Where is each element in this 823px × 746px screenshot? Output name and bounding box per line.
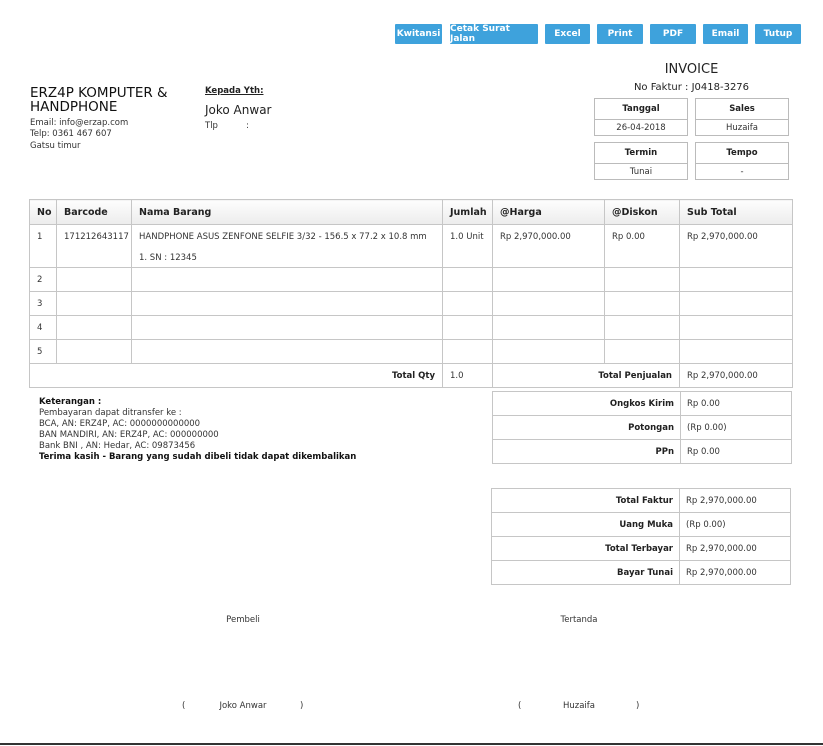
ongkos-kirim-value: Rp 0.00 (681, 392, 792, 416)
total-faktur-value: Rp 2,970,000.00 (680, 489, 791, 513)
notes-thanks: Terima kasih - Barang yang sudah dibeli tidak dapat dikembalikan (39, 452, 357, 462)
bayar-tunai-label: Bayar Tunai (492, 561, 680, 585)
header-no: No (30, 200, 57, 225)
total-row (492, 561, 791, 585)
row-no: 2 (30, 268, 57, 292)
table-row (30, 340, 793, 364)
total-terbayar-value: Rp 2,970,000.00 (680, 537, 791, 561)
company-phone: Telp: 0361 467 607 (30, 129, 112, 139)
header-barcode: Barcode (57, 200, 132, 225)
total-row (492, 513, 791, 537)
costs-table (492, 391, 792, 464)
termin-value: Tunai (629, 167, 653, 177)
totals-table (491, 488, 791, 585)
table-header-row (30, 200, 793, 225)
print-button[interactable]: Print (597, 24, 643, 44)
company-address: Gatsu timur (30, 141, 81, 151)
header-harga: @Harga (493, 200, 605, 225)
notes-line: Bank BNI , AN: Hedar, AC: 09873456 (39, 441, 196, 451)
sales-label: Sales (696, 99, 788, 120)
row-no: 1 (30, 225, 57, 268)
buyer-open-paren: ( (182, 701, 186, 711)
total-row (30, 364, 793, 388)
kwitansi-button[interactable]: Kwitansi (395, 24, 442, 44)
tanggal-value: 26-04-2018 (616, 123, 666, 133)
row-no: 5 (30, 340, 57, 364)
ppn-value: Rp 0.00 (681, 440, 792, 464)
company-name: ERZ4P KOMPUTER & HANDPHONE (30, 85, 168, 115)
buyer-signature-name: Joko Anwar (219, 701, 267, 711)
header-nama-barang: Nama Barang (132, 200, 443, 225)
invoice-number (594, 82, 789, 93)
sales-value: Huzaifa (725, 123, 758, 133)
header-diskon: @Diskon (605, 200, 680, 225)
table-row (30, 316, 793, 340)
termin-label: Termin (595, 143, 687, 164)
sales-box (695, 98, 789, 136)
notes (39, 397, 356, 463)
header-sub-total: Sub Total (680, 200, 793, 225)
table-row (30, 268, 793, 292)
cost-row (493, 392, 792, 416)
email-button[interactable]: Email (703, 24, 748, 44)
invoice-number-value: J0418-3276 (691, 82, 750, 93)
tempo-value: - (740, 167, 744, 177)
item-name: HANDPHONE ASUS ZENFONE SELFIE 3/32 - 156.5 x 77.2 x 10.8 mm (139, 232, 427, 242)
tanggal-box (594, 98, 688, 136)
item-serial: 1. SN : 12345 (139, 253, 197, 263)
row-jumlah: 1.0 Unit (443, 225, 493, 268)
ongkos-kirim-label: Ongkos Kirim (493, 392, 681, 416)
termin-box (594, 142, 688, 180)
notes-title: Keterangan : (39, 397, 102, 407)
row-sub-total: Rp 2,970,000.00 (680, 225, 793, 268)
cost-row (493, 440, 792, 464)
row-no: 3 (30, 292, 57, 316)
seller-signature-name: Huzaifa (562, 701, 595, 711)
cost-row (493, 416, 792, 440)
total-penjualan-value: Rp 2,970,000.00 (680, 364, 793, 388)
total-penjualan-label: Total Penjualan (493, 364, 680, 388)
ppn-label: PPn (493, 440, 681, 464)
row-nama-barang (132, 225, 443, 268)
pdf-button[interactable]: PDF (650, 24, 696, 44)
notes-line: Pembayaran dapat ditransfer ke : (39, 408, 182, 418)
row-diskon: Rp 0.00 (605, 225, 680, 268)
recipient-name: Joko Anwar (205, 103, 272, 117)
bottom-border (0, 743, 823, 745)
total-qty-label: Total Qty (30, 364, 443, 388)
invoice-title: INVOICE (664, 62, 719, 77)
tempo-box (695, 142, 789, 180)
seller-open-paren: ( (518, 701, 522, 711)
seller-signature-label: Tertanda (560, 615, 598, 625)
buyer-close-paren: ) (300, 701, 304, 711)
total-qty-value: 1.0 (443, 364, 493, 388)
row-no: 4 (30, 316, 57, 340)
total-row (492, 489, 791, 513)
excel-button[interactable]: Excel (545, 24, 590, 44)
bayar-tunai-value: Rp 2,970,000.00 (680, 561, 791, 585)
potongan-label: Potongan (493, 416, 681, 440)
total-row (492, 537, 791, 561)
items-table (29, 199, 793, 388)
row-barcode: 171212643117 (57, 225, 132, 268)
cetak-surat-jalan-button[interactable]: Cetak Surat Jalan (450, 24, 538, 44)
recipient-tlp-separator: : (246, 121, 249, 131)
total-terbayar-label: Total Terbayar (492, 537, 680, 561)
notes-line: BCA, AN: ERZ4P, AC: 0000000000000 (39, 419, 201, 429)
row-harga: Rp 2,970,000.00 (493, 225, 605, 268)
notes-line: BAN MANDIRI, AN: ERZ4P, AC: 000000000 (39, 430, 219, 440)
tempo-label: Tempo (696, 143, 788, 164)
table-row (30, 225, 793, 268)
total-faktur-label: Total Faktur (492, 489, 680, 513)
buyer-signature-label: Pembeli (226, 615, 260, 625)
uang-muka-value: (Rp 0.00) (680, 513, 791, 537)
recipient-tlp-label: Tlp (205, 121, 218, 131)
seller-close-paren: ) (636, 701, 640, 711)
uang-muka-label: Uang Muka (492, 513, 680, 537)
header-jumlah: Jumlah (443, 200, 493, 225)
company-email: Email: info@erzap.com (30, 118, 129, 128)
tanggal-label: Tanggal (595, 99, 687, 120)
potongan-value: (Rp 0.00) (681, 416, 792, 440)
recipient-label: Kepada Yth: (205, 86, 264, 96)
invoice-number-label: No Faktur : (633, 82, 689, 93)
tutup-button[interactable]: Tutup (755, 24, 801, 44)
table-row (30, 292, 793, 316)
